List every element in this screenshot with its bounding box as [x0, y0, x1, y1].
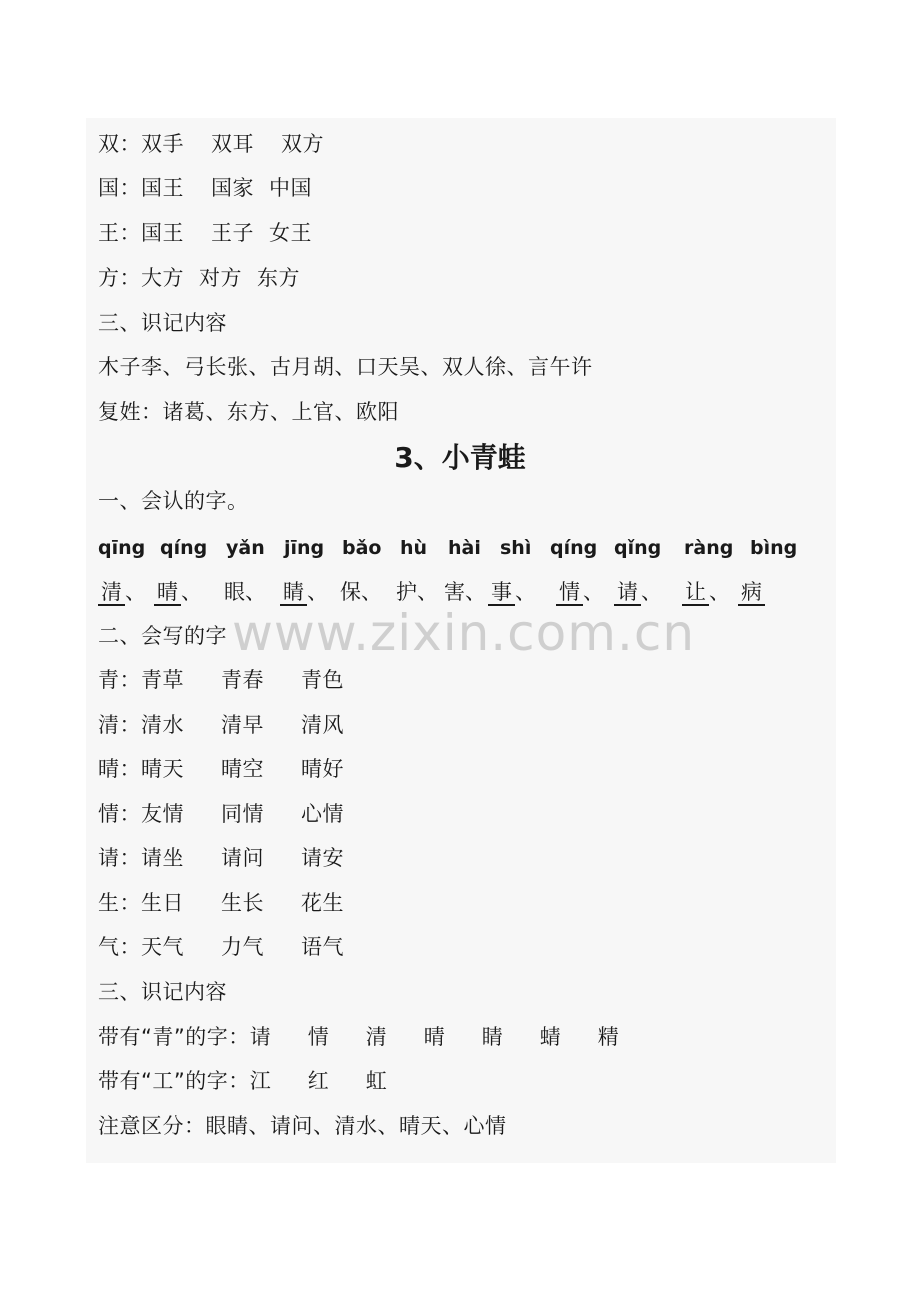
word: 大方: [141, 266, 184, 290]
line-label: 生：: [98, 891, 141, 915]
line-label: 清：: [98, 713, 141, 737]
pinyin: jīng: [284, 537, 325, 559]
pinyin: qíng: [550, 537, 598, 559]
word-line-wang: [98, 218, 312, 248]
word: 国家: [211, 176, 254, 200]
word: 青色: [301, 668, 344, 692]
character: 晴 、: [154, 576, 202, 608]
surname-line: 木子李、弓长张、古月胡、口天吴、双人徐、言午许: [98, 355, 593, 379]
word: 王子: [211, 221, 254, 245]
line-label: 晴：: [98, 757, 141, 781]
line-label: 方：: [98, 266, 141, 290]
word: 双方: [281, 132, 324, 156]
character: 害、: [444, 580, 486, 604]
line-label: 气：: [98, 935, 141, 959]
character: 护、: [396, 580, 438, 604]
line-label: 请：: [98, 846, 141, 870]
word: 国王: [141, 221, 184, 245]
line-label: 青：: [98, 668, 141, 692]
word: 生长: [221, 891, 264, 915]
word: 东方: [257, 266, 300, 290]
word: 青草: [141, 668, 184, 692]
line-label: 王：: [98, 221, 141, 245]
word: 力气: [221, 935, 264, 959]
line-label: 双：: [98, 132, 141, 156]
word: 友情: [141, 802, 184, 826]
character: 晴: [423, 1025, 446, 1049]
pinyin: qǐng: [614, 537, 662, 559]
line-label: 带有“工”的字：: [98, 1069, 250, 1093]
character: 情: [307, 1025, 330, 1049]
write-line: [98, 754, 344, 784]
character-row: [98, 576, 798, 608]
word: 清水: [141, 713, 184, 737]
word: 双耳: [211, 132, 254, 156]
word-line-guo: [98, 173, 312, 203]
character: 情 、: [556, 576, 604, 608]
write-line: [98, 888, 344, 918]
line-label: 情：: [98, 802, 141, 826]
pinyin: bìng: [750, 537, 798, 559]
character: 眼、: [224, 580, 266, 604]
section-heading: 一、会认的字。: [98, 489, 249, 513]
write-line: [98, 843, 344, 873]
character: 保、: [340, 580, 382, 604]
character: 红: [307, 1069, 330, 1093]
line-label: 国：: [98, 176, 141, 200]
qing-radical-line: [98, 1022, 619, 1052]
character: 虹: [365, 1069, 388, 1093]
note-line: 注意区分：眼睛、请问、清水、晴天、心情: [98, 1114, 507, 1138]
word: 青春: [221, 668, 264, 692]
pinyin: shì: [500, 537, 532, 559]
character: 请 、: [614, 576, 662, 608]
word: 同情: [221, 802, 264, 826]
word: 心情: [301, 802, 344, 826]
word: 语气: [301, 935, 344, 959]
lesson-title: 3、小青蛙: [394, 441, 526, 474]
section-heading: 三、识记内容: [98, 980, 227, 1004]
word: 女王: [269, 221, 312, 245]
pinyin: hù: [400, 537, 428, 559]
write-line: [98, 932, 344, 962]
word-line-shuang: [98, 129, 324, 159]
character: 病: [738, 576, 765, 608]
pinyin-row: [98, 534, 798, 562]
word: 请安: [301, 846, 344, 870]
character: 请: [249, 1025, 272, 1049]
character: 睛: [481, 1025, 504, 1049]
pinyin: qīng: [98, 537, 146, 559]
character: 清 、: [98, 576, 146, 608]
pinyin: qíng: [160, 537, 208, 559]
pinyin: bǎo: [342, 537, 382, 559]
word: 双手: [141, 132, 184, 156]
word: 晴天: [141, 757, 184, 781]
word: 晴空: [221, 757, 264, 781]
compound-surname-line: 复姓：诸葛、东方、上官、欧阳: [98, 400, 399, 424]
gong-radical-line: [98, 1066, 387, 1096]
word: 清早: [221, 713, 264, 737]
word: 请问: [221, 846, 264, 870]
section-heading: 三、识记内容: [98, 311, 227, 335]
character: 睛 、: [280, 576, 328, 608]
character: 精: [597, 1025, 620, 1049]
word: 中国: [269, 176, 312, 200]
pinyin: yǎn: [226, 537, 265, 559]
word: 晴好: [301, 757, 344, 781]
section-heading: 二、会写的字: [98, 624, 227, 648]
character: 蜻: [539, 1025, 562, 1049]
line-label: 带有“青”的字：: [98, 1025, 250, 1049]
write-line: [98, 710, 344, 740]
write-line: [98, 665, 344, 695]
word: 天气: [141, 935, 184, 959]
word: 对方: [199, 266, 242, 290]
word-line-fang: [98, 263, 300, 293]
write-line: [98, 799, 344, 829]
word: 花生: [301, 891, 344, 915]
character: 事 、: [488, 576, 536, 608]
pinyin: ràng: [684, 537, 734, 559]
word: 清风: [301, 713, 344, 737]
character: 让 、: [682, 576, 730, 608]
pinyin: hài: [448, 537, 481, 559]
word: 生日: [141, 891, 184, 915]
watermark: www.zixin.com.cn: [232, 604, 696, 662]
word: 国王: [141, 176, 184, 200]
character: 清: [365, 1025, 388, 1049]
word: 请坐: [141, 846, 184, 870]
character: 江: [249, 1069, 272, 1093]
